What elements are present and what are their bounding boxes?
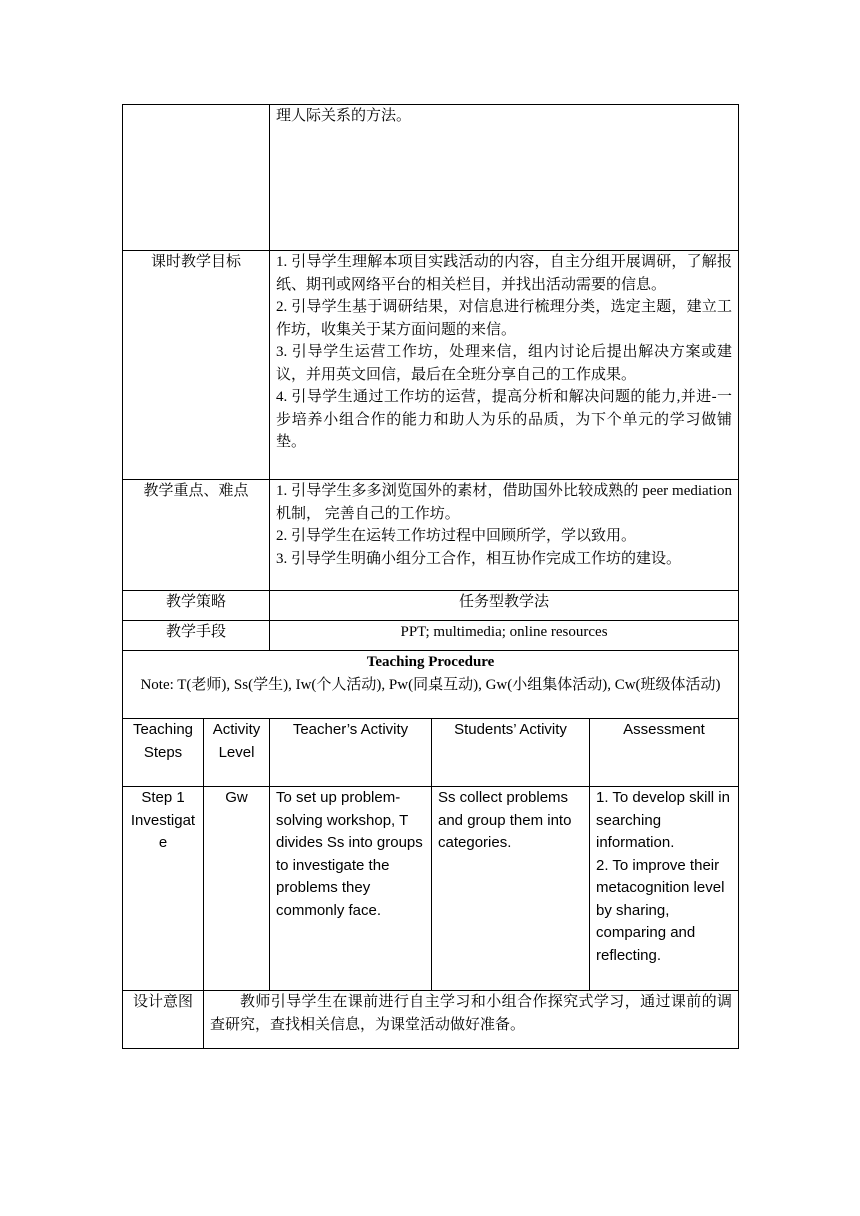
continuation-label-cell bbox=[123, 105, 270, 251]
key-points-row bbox=[123, 480, 739, 591]
key-points-content bbox=[270, 480, 739, 591]
assessment-item-1: 1. To develop skill in searching information. bbox=[596, 789, 730, 851]
key-point-item-3: 3. 引导学生明确小组分工合作，相互协作完成工作坊的建设。 bbox=[276, 550, 682, 567]
step1-teacher-activity: To set up problem-solving workshop, T divides Ss into groups to investigate the problems they commonly face. bbox=[270, 787, 432, 991]
procedure-row bbox=[123, 651, 739, 719]
header-assessment: Assessment bbox=[590, 719, 739, 787]
design-row bbox=[123, 991, 739, 1049]
header-students-activity: Students’ Activity bbox=[432, 719, 590, 787]
key-point-item-2: 2. 引导学生在运转工作坊过程中回顾所学，学以致用。 bbox=[276, 528, 637, 544]
key-point-item-1: 1. 引导学生多多浏览国外的素材，借助国外比较成熟的 peer mediation 机制， 完善自己的工作坊。 bbox=[276, 483, 733, 522]
continuation-row bbox=[123, 105, 739, 251]
strategy-row bbox=[123, 591, 739, 621]
step1-name: Step 1 Investigate bbox=[123, 787, 204, 991]
lesson-plan-table bbox=[122, 104, 739, 1049]
objectives-content bbox=[270, 251, 739, 480]
continuation-text: 理人际关系的方法。 bbox=[270, 105, 739, 251]
header-teacher-activity: Teacher’s Activity bbox=[270, 719, 432, 787]
objective-item-1: 1. 引导学生理解本项目实践活动的内容，自主分组开展调研，了解报纸、期刊或网络平台的相关栏目，并找出活动需要的信息。 bbox=[276, 254, 733, 293]
objectives-row bbox=[123, 251, 739, 480]
header-row bbox=[123, 719, 739, 787]
procedure-cell bbox=[123, 651, 739, 719]
means-value: PPT; multimedia; online resources bbox=[270, 621, 739, 651]
header-activity-level: Activity Level bbox=[204, 719, 270, 787]
procedure-note: Note: T(老师), Ss(学生), Iw(个人活动), Pw(同桌互动), Gw(小组集体活动), Cw(班级体活动) bbox=[140, 676, 721, 693]
objective-item-4: 4. 引导学生通过工作坊的运营，提高分析和解决问题的能力,并进-一步培养小组合作的能力和助人为乐的品质，为下个单元的学习做铺垫。 bbox=[276, 389, 733, 450]
design-text: 教师引导学生在课前进行自主学习和小组合作探究式学习，通过课前的调查研究，查找相关信息，为课堂活动做好准备。 bbox=[204, 991, 739, 1049]
procedure-title: Teaching Procedure bbox=[366, 654, 495, 670]
step1-level: Gw bbox=[204, 787, 270, 991]
objective-item-2: 2. 引导学生基于调研结果，对信息进行梳理分类，选定主题，建立工作坊，收集关于某方面问题的来信。 bbox=[276, 299, 733, 338]
means-row bbox=[123, 621, 739, 651]
step1-row bbox=[123, 787, 739, 991]
step1-assessment bbox=[590, 787, 739, 991]
objective-item-3: 3. 引导学生运营工作坊，处理来信，组内讨论后提出解决方案或建议，并用英文回信，最后在全班分享自己的工作成果。 bbox=[276, 344, 733, 383]
means-label: 教学手段 bbox=[123, 621, 270, 651]
key-points-label: 教学重点、难点 bbox=[123, 480, 270, 591]
design-label: 设计意图 bbox=[123, 991, 204, 1049]
step1-students-activity: Ss collect problems and group them into categories. bbox=[432, 787, 590, 991]
strategy-value: 任务型教学法 bbox=[270, 591, 739, 621]
header-teaching-steps: Teaching Steps bbox=[123, 719, 204, 787]
strategy-label: 教学策略 bbox=[123, 591, 270, 621]
assessment-item-2: 2. To improve their metacognition level by sharing, comparing and reflecting. bbox=[596, 856, 725, 964]
objectives-label: 课时教学目标 bbox=[123, 251, 270, 480]
